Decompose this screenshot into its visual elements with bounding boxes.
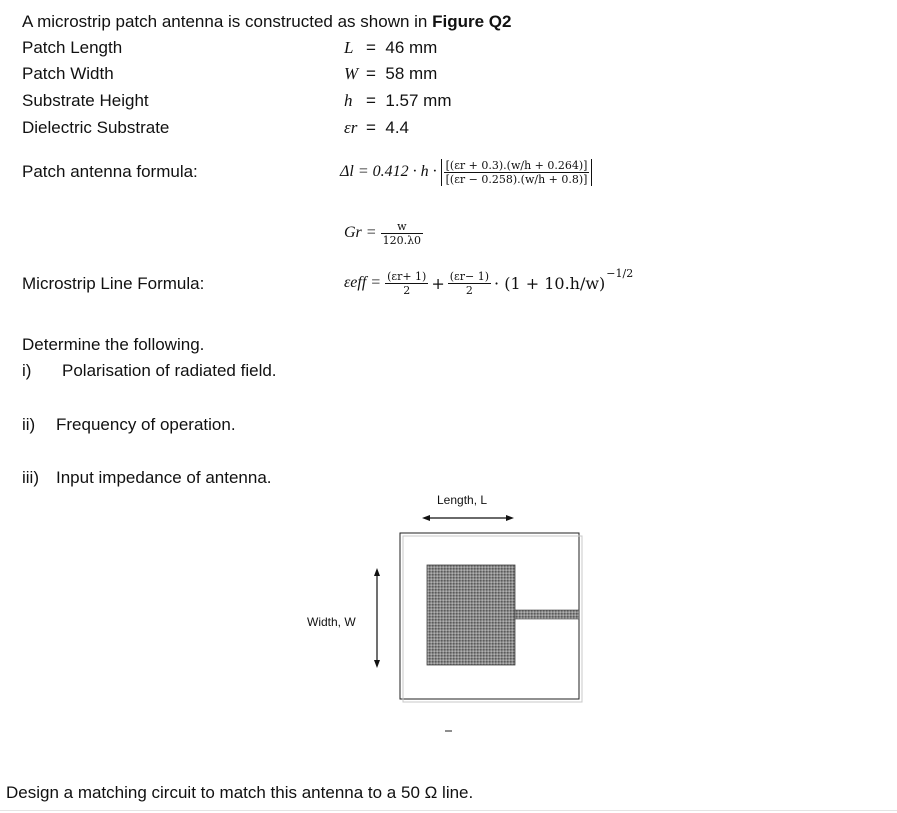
microstrip-formula-label: Microstrip Line Formula:: [22, 274, 205, 293]
eeff-exponent: −1/2: [606, 266, 634, 280]
patch-formula-label: Patch antenna formula:: [22, 162, 198, 181]
figure-reference: Figure Q2: [432, 12, 512, 31]
param-label-dielectric: Dielectric Substrate: [22, 118, 170, 137]
delta-l-numerator: [(εr + 0.3).(w/h + 0.264)]: [445, 158, 588, 172]
param-value-dielectric: 4.4: [385, 118, 410, 137]
eeff-term2-denominator: 2: [465, 283, 473, 297]
task-number: i): [22, 361, 32, 380]
task-text: Frequency of operation.: [56, 415, 236, 434]
width-label: Width, W: [307, 615, 356, 629]
delta-l-fraction: [441, 159, 593, 186]
gr-lhs: Gr =: [344, 224, 377, 241]
gr-fraction: [381, 220, 423, 247]
eeff-term1-numerator: (εr+ 1): [387, 269, 427, 283]
eeff-lhs: εeff =: [344, 274, 382, 291]
width-arrow: [374, 568, 380, 668]
eeff-term1: [385, 270, 428, 297]
footer-instruction: Design a matching circuit to match this antenna to a 50 Ω line.: [6, 783, 474, 802]
microstrip-feed-line: [515, 610, 579, 619]
delta-l-denominator: [(εr − 0.258).(w/h + 0.8)]: [445, 172, 588, 186]
eeff-tail: · (1 + 10.h/w): [494, 273, 606, 293]
task-item-1: [22, 361, 277, 381]
param-label-length: Patch Length: [22, 38, 123, 57]
param-value-height: 1.57 mm: [385, 91, 452, 110]
task-text: Input impedance of antenna.: [56, 468, 272, 487]
param-width: W = 58 mm: [344, 64, 438, 83]
param-symbol-dielectric: εr: [344, 118, 358, 137]
eeff-term1-denominator: 2: [403, 283, 411, 297]
task-text: Polarisation of radiated field.: [62, 361, 277, 380]
param-symbol-width: W: [344, 64, 359, 83]
param-label-height: Substrate Height: [22, 91, 149, 110]
intro-line: [22, 12, 511, 32]
bottom-divider: [0, 810, 897, 811]
length-arrow: [422, 515, 514, 521]
param-symbol-height: h: [344, 91, 353, 110]
tasks-heading: Determine the following.: [22, 335, 205, 354]
param-value-length: 46 mm: [385, 38, 438, 57]
eeff-formula: εeff = $\frac{(\varepsilon r+ 1)}{2}$ + $\frac{(\varepsilon r- 1)}{2}$ · (1 + 10.h/w) $^{-1/2}$: [344, 266, 634, 297]
gr-formula: [344, 214, 423, 252]
param-dielectric: εr = 4.4: [344, 118, 410, 137]
intro-text: A microstrip patch antenna is constructed as shown in: [22, 12, 433, 31]
delta-l-lhs: Δl = 0.412 · h ·: [340, 163, 437, 180]
task-number: iii): [22, 468, 39, 487]
param-length: L = 46 mm: [344, 38, 438, 57]
task-number: ii): [22, 415, 36, 434]
delta-l-formula: [340, 147, 592, 197]
patch-antenna-diagram: [300, 505, 600, 745]
task-item-2: [22, 415, 236, 435]
gr-numerator: w: [381, 220, 423, 234]
length-label: Length, L: [437, 493, 488, 507]
gr-denominator: 120.λ0: [382, 233, 422, 247]
eeff-term2: [448, 270, 491, 297]
task-item-3: [22, 468, 272, 488]
patch-element: [427, 565, 515, 665]
param-label-width: Patch Width: [22, 64, 114, 83]
param-height: h = 1.57 mm: [344, 91, 452, 110]
param-value-width: 58 mm: [385, 64, 438, 83]
eeff-term2-numerator: (εr− 1): [449, 269, 490, 283]
param-symbol-length: L: [344, 38, 354, 57]
